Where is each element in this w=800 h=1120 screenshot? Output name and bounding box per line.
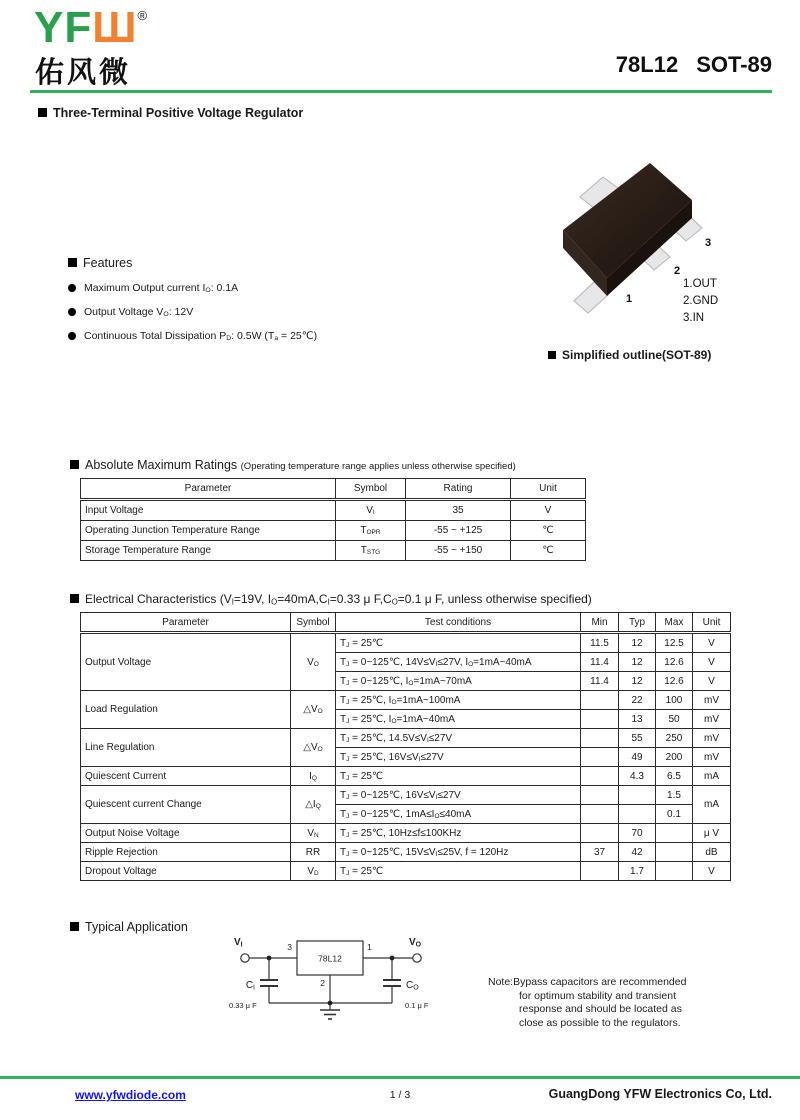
- cell-cond: $T_J$ = 0~125℃, $16V\le V_I\le 27V$: [336, 786, 581, 805]
- part-number: 78L12: [615, 52, 679, 77]
- cout-label: CO: [406, 980, 419, 992]
- cin-value: 0.33 μ F: [229, 1001, 257, 1010]
- pinout-list: [683, 276, 718, 327]
- cell-min: [581, 805, 619, 824]
- cell-symbol: $T_{STG}$: [336, 541, 406, 561]
- cell-symbol: $\triangle I_Q$: [291, 786, 336, 824]
- col-header: Symbol: [291, 613, 336, 633]
- table-row: [81, 824, 731, 843]
- cell-typ: [619, 786, 656, 805]
- vin-label: VI: [234, 937, 243, 949]
- cell-typ: 22: [619, 691, 656, 710]
- cell-max: 100: [656, 691, 693, 710]
- electrical-characteristics-table: [80, 612, 731, 881]
- cell-symbol: $T_{OPR}$: [336, 521, 406, 541]
- application-heading: Typical Application: [70, 920, 188, 934]
- cell-unit: V: [511, 500, 586, 521]
- amr-heading-note: (Operating temperature range applies unless otherwise specified): [240, 461, 516, 472]
- col-header: Unit: [511, 479, 586, 500]
- cell-rating: -55 ~ +125: [406, 521, 511, 541]
- col-header: Max: [656, 613, 693, 633]
- cell-cond: $T_J$ = 0~125℃, $14V\le V_I\le 27V$, $I_O=1mA\sim 40mA$: [336, 653, 581, 672]
- cell-min: 11.4: [581, 672, 619, 691]
- table-row: [81, 633, 731, 653]
- outline-caption: Simplified outline(SOT-89): [548, 348, 711, 362]
- cell-rating: 35: [406, 500, 511, 521]
- cell-cond: $T_J$ = 25℃, $I_O=1mA\sim 100mA$: [336, 691, 581, 710]
- cell-min: [581, 767, 619, 786]
- cell-typ: 12: [619, 633, 656, 653]
- page-title: [616, 52, 772, 78]
- square-bullet-icon: [68, 258, 77, 267]
- table-header-row: [81, 613, 731, 633]
- col-header: Rating: [406, 479, 511, 500]
- cell-unit: V: [693, 672, 731, 691]
- cell-param: Load Regulation: [81, 691, 291, 729]
- cell-cond: $T_J$ = 25℃: [336, 767, 581, 786]
- cell-unit: mV: [693, 729, 731, 748]
- col-header: Unit: [693, 613, 731, 633]
- website-link[interactable]: www.yfwdiode.com: [75, 1088, 186, 1102]
- document-title: Three-Terminal Positive Voltage Regulator: [38, 106, 303, 120]
- footer-divider: [0, 1076, 800, 1079]
- cell-max: [656, 824, 693, 843]
- feature-item: Continuous Total Dissipation $P_D$: 0.5W ($T_a$ = 25℃): [68, 330, 317, 342]
- cell-param: Output Noise Voltage: [81, 824, 291, 843]
- cell-max: 12.5: [656, 633, 693, 653]
- cell-min: 11.4: [581, 653, 619, 672]
- lead-label-1: 1: [626, 293, 633, 305]
- cell-max: 6.5: [656, 767, 693, 786]
- table-row: [81, 521, 586, 541]
- cell-rating: -55 ~ +150: [406, 541, 511, 561]
- cell-min: 37: [581, 843, 619, 862]
- cell-max: 12.6: [656, 672, 693, 691]
- cell-min: [581, 824, 619, 843]
- cell-cond: $T_J$ = 0~125℃, $I_O=1mA\sim 70mA$: [336, 672, 581, 691]
- cell-max: 200: [656, 748, 693, 767]
- company-name: GuangDong YFW Electronics Co, Ltd.: [548, 1087, 772, 1101]
- cell-min: [581, 729, 619, 748]
- cell-min: [581, 786, 619, 805]
- cell-cond: $T_J$ = 25℃, 10Hz≤f≤100KHz: [336, 824, 581, 843]
- application-note: Note:Bypass capacitors are recommended for optimum stability and transient response and should be located as close as possible to the regulators.: [488, 976, 687, 1029]
- cell-param: Quiescent Current: [81, 767, 291, 786]
- cell-typ: 4.3: [619, 767, 656, 786]
- cell-cond: $T_J$ = 25℃: [336, 633, 581, 653]
- circle-bullet-icon: [68, 332, 76, 340]
- node-dot: [267, 956, 272, 961]
- cell-max: 250: [656, 729, 693, 748]
- output-terminal: [413, 954, 421, 962]
- cell-unit: V: [693, 633, 731, 653]
- cell-symbol: $V_O$: [291, 633, 336, 691]
- chip-label: 78L12: [318, 953, 342, 964]
- table-row: [81, 500, 586, 521]
- cell-typ: [619, 805, 656, 824]
- cell-min: [581, 748, 619, 767]
- table-row: [81, 541, 586, 561]
- pin-out-label: 1: [367, 942, 372, 952]
- table-row: [81, 862, 731, 881]
- cell-min: [581, 710, 619, 729]
- cell-max: 0.1: [656, 805, 693, 824]
- cell-unit: mV: [693, 748, 731, 767]
- square-bullet-icon: [38, 108, 47, 117]
- cell-unit: mA: [693, 767, 731, 786]
- cell-unit: mV: [693, 691, 731, 710]
- cell-unit: ℃: [511, 521, 586, 541]
- square-bullet-icon: [70, 460, 79, 469]
- cell-cond: $T_J$ = 0~125℃, $1mA\le I_O\le 40mA$: [336, 805, 581, 824]
- lead-label-3: 3: [705, 237, 712, 249]
- cin-label: CI: [245, 980, 255, 992]
- cell-typ: 13: [619, 710, 656, 729]
- input-terminal: [241, 954, 249, 962]
- sot89-package-image: [550, 152, 760, 352]
- absolute-maximum-ratings-table: [80, 478, 586, 561]
- logo-text-green: YF: [34, 3, 93, 52]
- cell-symbol: RR: [291, 843, 336, 862]
- cell-cond: $T_J$ = 0~125℃, $15V\le V_I\le 25V$, f = 120Hz: [336, 843, 581, 862]
- square-bullet-icon: [70, 594, 79, 603]
- cell-param: Input Voltage: [81, 500, 336, 521]
- page-number: 1 / 3: [389, 1089, 411, 1101]
- cell-symbol: $V_I$: [336, 500, 406, 521]
- cell-typ: 49: [619, 748, 656, 767]
- cell-param: Operating Junction Temperature Range: [81, 521, 336, 541]
- table-header-row: [81, 479, 586, 500]
- cell-symbol: $I_Q$: [291, 767, 336, 786]
- cell-unit: V: [693, 862, 731, 881]
- lead-label-2: 2: [674, 265, 681, 277]
- logo-chinese-name: 佑风微: [35, 57, 132, 89]
- square-bullet-icon: [548, 351, 556, 359]
- node-dot: [390, 956, 395, 961]
- company-logo: [34, 3, 149, 52]
- cell-symbol: $V_N$: [291, 824, 336, 843]
- pinout-item: 1.OUT: [683, 278, 717, 290]
- feature-item: Maximum Output current $I_O$: 0.1A: [68, 282, 317, 294]
- package-name: SOT-89: [696, 52, 772, 77]
- cell-symbol: $V_D$: [291, 862, 336, 881]
- cell-symbol: $\triangle V_O$: [291, 729, 336, 767]
- vout-label: VO: [409, 937, 422, 949]
- table-row: [81, 729, 731, 748]
- col-header: Parameter: [81, 613, 291, 633]
- cell-unit: dB: [693, 843, 731, 862]
- col-header: Typ: [619, 613, 656, 633]
- cell-cond: $T_J$ = 25℃: [336, 862, 581, 881]
- features-section: [68, 256, 317, 354]
- cout-value: 0.1 μ F: [405, 1001, 429, 1010]
- cell-param: Storage Temperature Range: [81, 541, 336, 561]
- cell-min: [581, 862, 619, 881]
- cell-min: [581, 691, 619, 710]
- cell-typ: 1.7: [619, 862, 656, 881]
- table-row: [81, 767, 731, 786]
- cell-unit: mV: [693, 710, 731, 729]
- circle-bullet-icon: [68, 308, 76, 316]
- cell-unit: mA: [693, 786, 731, 824]
- cell-unit: V: [693, 653, 731, 672]
- cell-param: Dropout Voltage: [81, 862, 291, 881]
- cell-max: 1.5: [656, 786, 693, 805]
- cell-typ: 70: [619, 824, 656, 843]
- cell-param: Quiescent current Change: [81, 786, 291, 824]
- amr-heading: Absolute Maximum Ratings (Operating temperature range applies unless otherwise specified): [70, 458, 516, 472]
- cell-typ: 42: [619, 843, 656, 862]
- cell-min: 11.5: [581, 633, 619, 653]
- cell-max: [656, 843, 693, 862]
- elec-heading: Electrical Characteristics ($V_I=19V$, $I_O=40mA,C_I=0.33$ μ $F,C_O=0.1$ μ F, unless otherwise specified): [70, 592, 592, 606]
- feature-item: Output Voltage $V_O$: 12V: [68, 306, 317, 318]
- circle-bullet-icon: [68, 284, 76, 292]
- cell-cond: $T_J$ = 25℃, $16V\le V_I\le 27V$: [336, 748, 581, 767]
- table-row: [81, 843, 731, 862]
- cell-max: 50: [656, 710, 693, 729]
- cell-unit: μ V: [693, 824, 731, 843]
- cell-cond: $T_J$ = 25℃, $I_O=1mA\sim 40mA$: [336, 710, 581, 729]
- pinout-item: 3.IN: [683, 312, 705, 324]
- table-row: [81, 786, 731, 805]
- cell-symbol: $\triangle V_O$: [291, 691, 336, 729]
- cell-param: Ripple Rejection: [81, 843, 291, 862]
- col-header: Test conditions: [336, 613, 581, 633]
- square-bullet-icon: [70, 922, 79, 931]
- cell-cond: $T_J$ = 25℃, $14.5V\le V_I\le 27V$: [336, 729, 581, 748]
- pin-in-label: 3: [287, 942, 292, 952]
- header-divider: [30, 90, 772, 93]
- cell-typ: 12: [619, 672, 656, 691]
- col-header: Parameter: [81, 479, 336, 500]
- pinout-item: 2.GND: [683, 295, 719, 307]
- cell-param: Line Regulation: [81, 729, 291, 767]
- pin-gnd-label: 2: [320, 978, 325, 988]
- cell-typ: 55: [619, 729, 656, 748]
- col-header: Min: [581, 613, 619, 633]
- node-dot: [328, 1001, 333, 1006]
- cell-unit: ℃: [511, 541, 586, 561]
- logo-text-orange: Ш: [92, 3, 138, 52]
- col-header: Symbol: [336, 479, 406, 500]
- features-heading: Features: [68, 256, 317, 270]
- application-circuit-diagram: [225, 930, 485, 1045]
- cell-param: Output Voltage: [81, 633, 291, 691]
- cell-max: [656, 862, 693, 881]
- registered-trademark-icon: ®: [137, 8, 149, 23]
- cell-max: 12.6: [656, 653, 693, 672]
- table-row: [81, 691, 731, 710]
- cell-typ: 12: [619, 653, 656, 672]
